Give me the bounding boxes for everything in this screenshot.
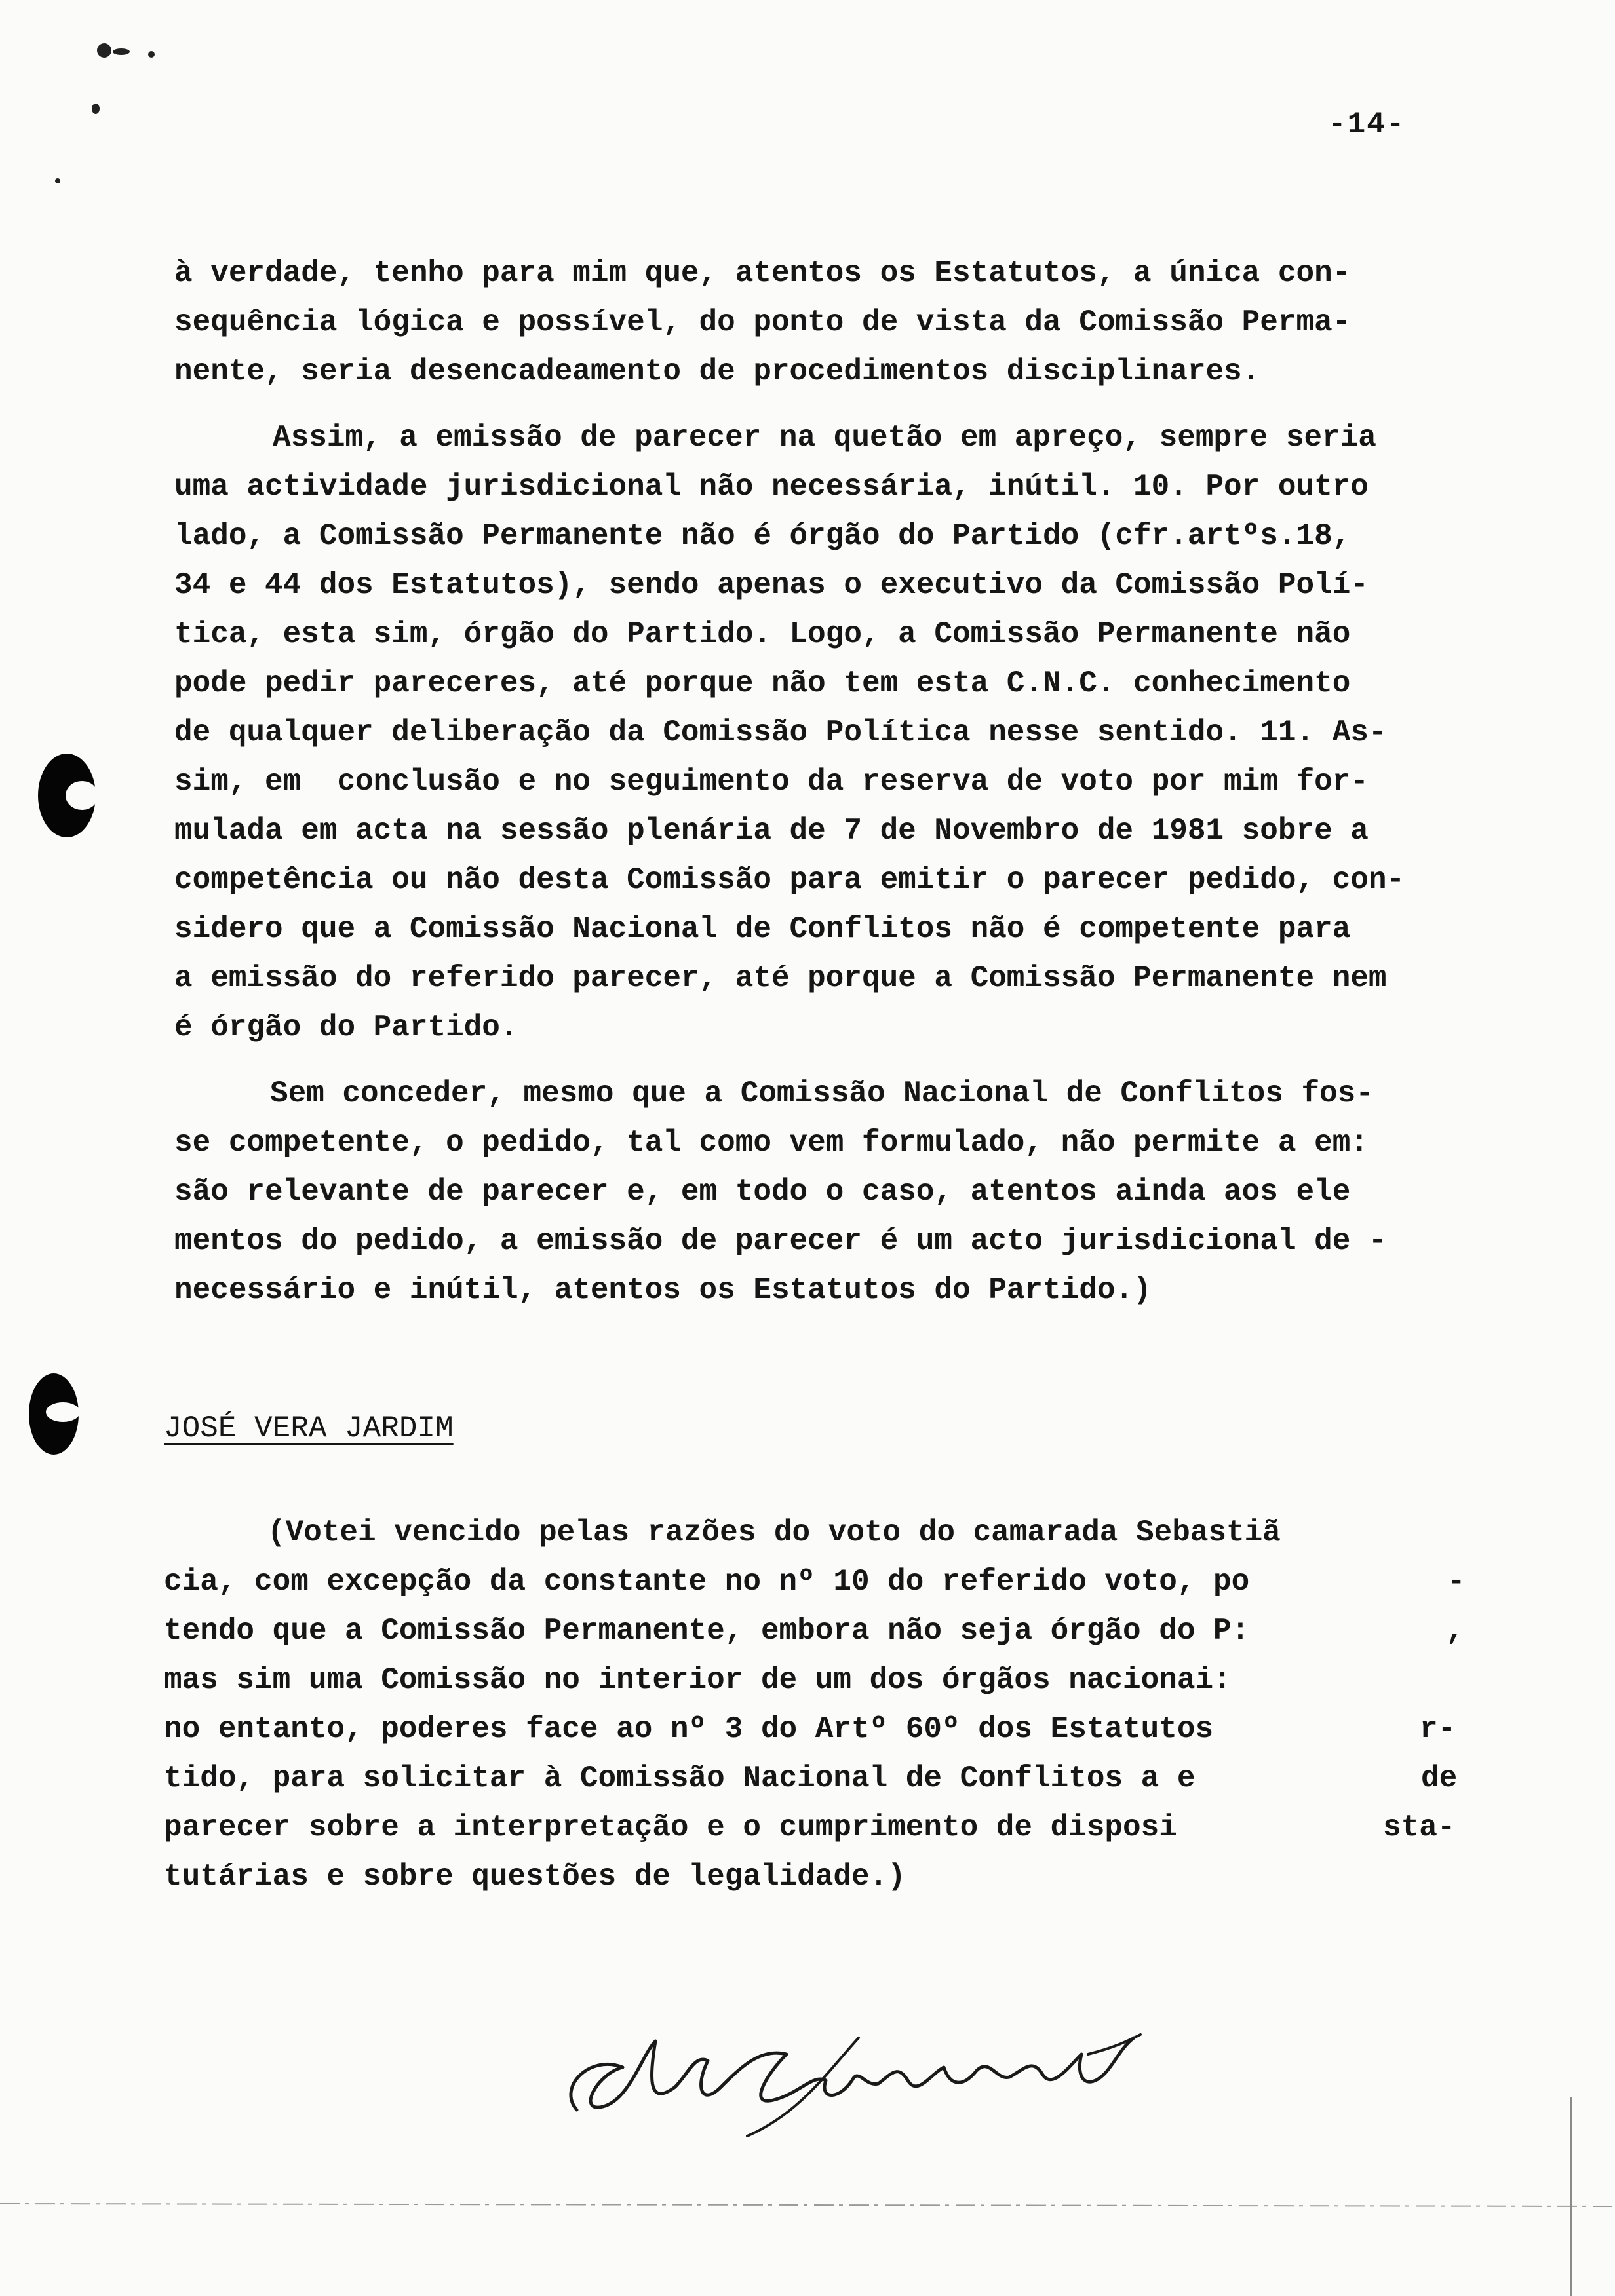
text-line: tutárias e sobre questões de legalidade.) — [164, 1860, 906, 1894]
text-line: à verdade, tenho para mim que, atentos os Estatutos, a única con- — [174, 256, 1351, 290]
text-line: mas sim uma Comissão no interior de um dos órgãos nacionai: — [164, 1663, 1232, 1697]
scan-edge-line — [1568, 2097, 1574, 2296]
text-line: uma actividade jurisdicional não necessária, inútil. 10. Por outro — [174, 470, 1369, 504]
text-line: são relevante de parecer e, em todo o caso, atentos ainda aos ele — [174, 1175, 1351, 1209]
text-line: lado, a Comissão Permanente não é órgão do Partido (cfr.artºs.18, — [174, 519, 1351, 553]
text-line: mentos do pedido, a emissão de parecer é um acto jurisdicional de - — [174, 1224, 1387, 1258]
text-line: tica, esta sim, órgão do Partido. Logo, a Comissão Permanente não — [174, 617, 1351, 651]
text-line: a emissão do referido parecer, até porque a Comissão Permanente nem — [174, 961, 1387, 995]
margin-fragment: , — [1446, 1614, 1464, 1648]
text-line: se competente, o pedido, tal como vem formulado, não permite a em: — [174, 1126, 1369, 1160]
text-line: mulada em acta na sessão plenária de 7 de Novembro de 1981 sobre a — [174, 814, 1369, 848]
scan-edge-line — [0, 2198, 1615, 2211]
text-line: parecer sobre a interpretação e o cumprimento de disposi — [164, 1810, 1177, 1845]
text-line: pode pedir pareceres, até porque não tem esta C.N.C. conhecimento — [174, 666, 1351, 700]
margin-fragment: de — [1421, 1761, 1458, 1795]
punch-hole-upper-notch — [66, 781, 98, 810]
text-line: sidero que a Comissão Nacional de Conflitos não é competente para — [174, 912, 1351, 946]
text-line: tendo que a Comissão Permanente, embora não seja órgão do P: — [164, 1614, 1250, 1648]
margin-fragment: - — [1447, 1565, 1466, 1599]
speck — [113, 48, 130, 55]
margin-fragment: r- — [1420, 1712, 1456, 1746]
text-line: 34 e 44 dos Estatutos), sendo apenas o executivo da Comissão Polí- — [174, 568, 1369, 602]
speck — [97, 43, 111, 58]
punch-hole-lower-notch — [46, 1402, 80, 1422]
text-line: sim, em conclusão e no seguimento da reserva de voto por mim for- — [174, 765, 1369, 799]
text-line: tido, para solicitar à Comissão Nacional de Conflitos a e — [164, 1761, 1196, 1795]
text-line: Sem conceder, mesmo que a Comissão Nacional de Conflitos fos- — [270, 1077, 1374, 1111]
page-number: -14- — [1328, 107, 1406, 142]
handwritten-signature — [551, 1976, 1232, 2146]
text-line: nente, seria desencadeamento de procedimentos disciplinares. — [174, 354, 1260, 389]
text-line: (Votei vencido pelas razões do voto do camarada Sebastiã — [267, 1516, 1281, 1550]
margin-fragment: sta- — [1383, 1810, 1456, 1845]
speck — [148, 51, 155, 58]
speck — [55, 178, 60, 183]
text-line: de qualquer deliberação da Comissão Política nesse sentido. 11. As- — [174, 716, 1387, 750]
text-line: no entanto, poderes face ao nº 3 do Artº 60º dos Estatutos — [164, 1712, 1214, 1746]
text-line: necessário e inútil, atentos os Estatutos do Partido.) — [174, 1273, 1152, 1307]
text-line: é órgão do Partido. — [174, 1010, 518, 1044]
text-line: sequência lógica e possível, do ponto de vista da Comissão Perma- — [174, 305, 1351, 339]
member-name-heading: JOSÉ VERA JARDIM — [164, 1411, 454, 1445]
text-line: competência ou não desta Comissão para emitir o parecer pedido, con- — [174, 863, 1405, 897]
text-line: Assim, a emissão de parecer na quetão em apreço, sempre seria — [273, 421, 1376, 455]
text-line: cia, com excepção da constante no nº 10 do referido voto, po — [164, 1565, 1250, 1599]
speck — [92, 104, 100, 114]
